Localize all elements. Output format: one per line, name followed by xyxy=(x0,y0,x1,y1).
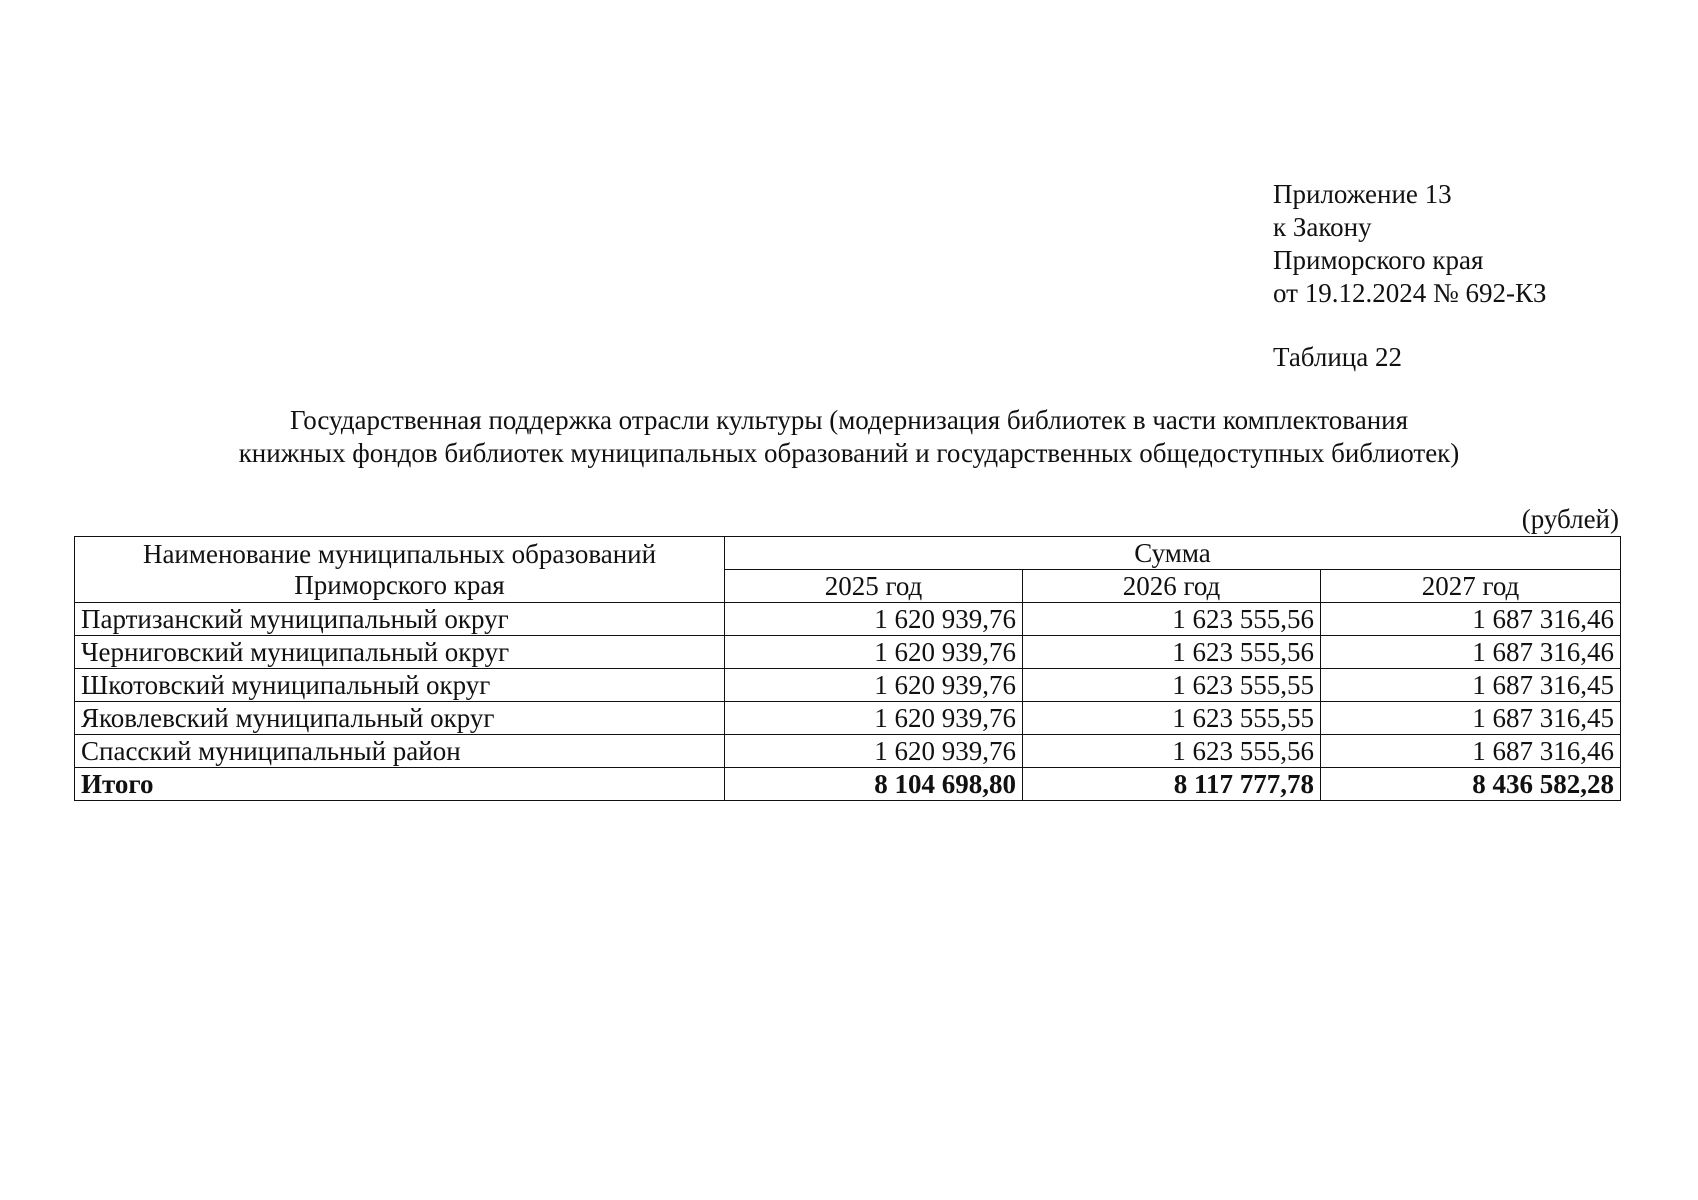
header-row xyxy=(75,537,1621,570)
table-row xyxy=(75,735,1621,768)
total-amount-cell: 8 436 582,28 xyxy=(1321,768,1621,801)
municipality-name: Партизанский муниципальный округ xyxy=(75,603,725,636)
municipality-name: Спасский муниципальный район xyxy=(75,735,725,768)
header-year: 2026 год xyxy=(1023,570,1321,603)
amount-cell: 1 623 555,56 xyxy=(1023,735,1321,768)
amount-cell: 1 623 555,55 xyxy=(1023,702,1321,735)
municipality-name: Черниговский муниципальный округ xyxy=(75,636,725,669)
total-label: Итого xyxy=(75,768,725,801)
header-sum: Сумма xyxy=(725,537,1621,570)
document-title xyxy=(0,404,1698,470)
amount-cell: 1 623 555,56 xyxy=(1023,636,1321,669)
header-municipality-line: Наименование муниципальных образований xyxy=(142,538,657,569)
total-amount-cell: 8 117 777,78 xyxy=(1023,768,1321,801)
amount-cell: 1 620 939,76 xyxy=(725,702,1023,735)
title-line: Государственная поддержка отрасли культуры (модернизация библиотек в части комплектования xyxy=(289,405,1409,435)
amount-cell: 1 687 316,45 xyxy=(1321,669,1621,702)
municipality-name: Шкотовский муниципальный округ xyxy=(75,669,725,702)
funding-table xyxy=(74,536,1621,801)
amount-cell: 1 623 555,56 xyxy=(1023,603,1321,636)
appendix-line: Приложение 13 xyxy=(1273,179,1452,209)
amount-cell: 1 620 939,76 xyxy=(725,603,1023,636)
header-municipality xyxy=(75,537,725,603)
header-year: 2027 год xyxy=(1321,570,1621,603)
municipality-name: Яковлевский муниципальный округ xyxy=(75,702,725,735)
total-amount-cell: 8 104 698,80 xyxy=(725,768,1023,801)
amount-cell: 1 687 316,46 xyxy=(1321,603,1621,636)
amount-cell: 1 687 316,46 xyxy=(1321,735,1621,768)
amount-cell: 1 687 316,46 xyxy=(1321,636,1621,669)
table-number: Таблица 22 xyxy=(1273,342,1402,372)
amount-cell: 1 620 939,76 xyxy=(725,669,1023,702)
units-label: (рублей) xyxy=(1521,504,1619,534)
header-year: 2025 год xyxy=(725,570,1023,603)
header-municipality-line: Приморского края xyxy=(294,569,505,600)
title-line: книжных фондов библиотек муниципальных образований и государственных общедоступных библиотек) xyxy=(238,438,1460,468)
amount-cell: 1 620 939,76 xyxy=(725,636,1023,669)
appendix-block xyxy=(1273,178,1546,310)
amount-cell: 1 620 939,76 xyxy=(725,735,1023,768)
appendix-line: от 19.12.2024 № 692-КЗ xyxy=(1273,278,1547,308)
amount-cell: 1 623 555,55 xyxy=(1023,669,1321,702)
amount-cell: 1 687 316,45 xyxy=(1321,702,1621,735)
appendix-line: Приморского края xyxy=(1273,245,1484,275)
table-row xyxy=(75,669,1621,702)
table-row xyxy=(75,702,1621,735)
table-row xyxy=(75,636,1621,669)
table-row xyxy=(75,603,1621,636)
total-row xyxy=(75,768,1621,801)
appendix-line: к Закону xyxy=(1273,212,1372,242)
